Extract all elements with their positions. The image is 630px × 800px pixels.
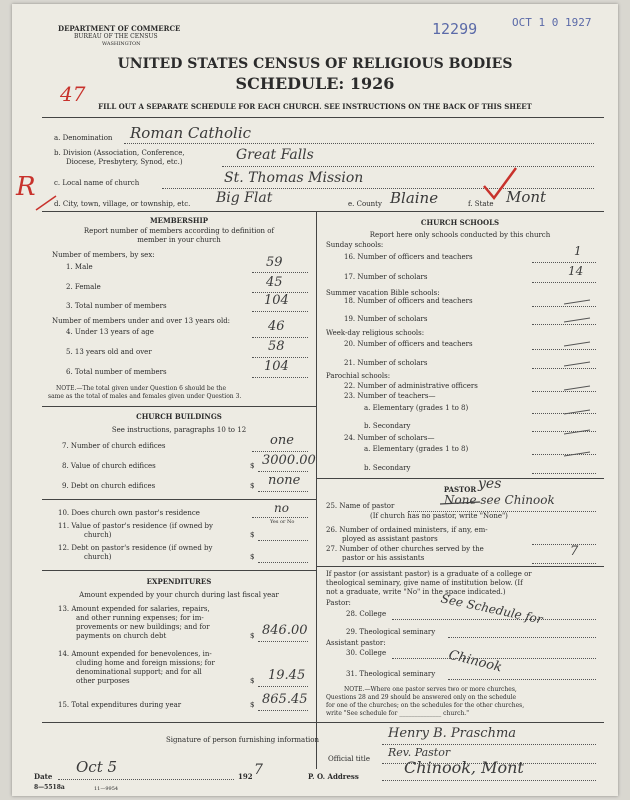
q17-label: 17. Number of scholars <box>344 273 428 281</box>
red-number-mark: 47 <box>60 82 86 106</box>
q15-dollar: $ <box>250 701 255 709</box>
expenditures-heading: EXPENDITURES <box>146 577 212 586</box>
bureau-city: WASHINGTON <box>102 41 141 47</box>
form-number: 8—5518a <box>34 784 65 791</box>
q4-line <box>252 337 308 338</box>
signature-line <box>382 744 596 745</box>
membership-sub-1: Report number of members according to definition of <box>83 227 275 235</box>
q4-under13-value: 46 <box>268 319 285 334</box>
summer-schools: Summer vacation Bible schools: <box>326 289 440 297</box>
stamp-date: OCT 1 0 1927 <box>512 16 592 29</box>
membership-divider <box>42 406 316 407</box>
q13-label-1: 13. Amount expended for salaries, repairs, <box>58 605 210 613</box>
pastor-note-2: Questions 28 and 29 should be answered only on the schedule <box>326 694 517 701</box>
state-label: f. State <box>468 200 494 208</box>
q8-line <box>258 471 308 472</box>
census-schedule-sheet <box>12 4 618 796</box>
q28-line <box>392 619 596 620</box>
q12-label-2: church) <box>84 553 112 561</box>
ident-divider <box>42 211 604 212</box>
q6-line <box>252 377 308 378</box>
q19-label: 19. Number of scholars <box>344 315 428 323</box>
membership-note-1: NOTE.—The total given under Question 6 should be the <box>56 385 227 392</box>
q14-label-3: denominational support; and for all <box>76 668 202 676</box>
po-address-value: Chinook, Mont <box>404 758 524 777</box>
department-name: DEPARTMENT OF COMMERCE <box>58 24 181 33</box>
division-line <box>222 166 594 167</box>
po-address-label: P. O. Address <box>308 772 359 781</box>
q30-value: Chinook <box>446 647 504 676</box>
signature-label: Signature of person furnishing information <box>166 736 320 744</box>
membership-sub-2: member in your church <box>137 236 221 244</box>
print-number: 11—9954 <box>94 786 119 792</box>
q24b-label: b. Secondary <box>364 464 411 472</box>
buildings-divider <box>42 570 316 571</box>
school-dash-marks <box>560 294 596 474</box>
q1-male-label: 1. Male <box>66 263 93 271</box>
q11-label-2: church) <box>84 531 112 539</box>
schools-heading: CHURCH SCHOOLS <box>420 218 500 227</box>
pastor-yes-note: yes <box>478 476 502 492</box>
q5-over13-value: 58 <box>268 339 285 354</box>
local-name-value: St. Thomas Mission <box>224 170 364 186</box>
q23b-label: b. Secondary <box>364 422 411 430</box>
buildings-heading: CHURCH BUILDINGS <box>136 412 222 421</box>
q27-line <box>532 563 596 564</box>
q7-label: 7. Number of church edifices <box>62 442 166 450</box>
q10-yes-no-hint: Yes or No <box>270 519 295 525</box>
city-label: d. City, town, village, or township, etc. <box>54 200 191 208</box>
q12-dollar: $ <box>250 553 255 561</box>
q10-line <box>252 517 308 518</box>
q8-label: 8. Value of church edifices <box>62 462 156 470</box>
q16-line <box>532 262 596 263</box>
q17-line <box>532 282 596 283</box>
q7-line <box>252 451 308 452</box>
q15-value: 865.45 <box>262 692 308 707</box>
q28-value: See Schedule for <box>439 591 544 627</box>
q28-label: 28. College <box>346 610 387 618</box>
strike-none-icon <box>438 498 482 508</box>
q31-line <box>448 679 596 680</box>
q8-dollar: $ <box>250 462 255 470</box>
header-divider <box>42 117 604 118</box>
parochial-schools: Parochial schools: <box>326 372 391 380</box>
q15-label: 15. Total expenditures during year <box>58 701 182 709</box>
buildings-sub: See instructions, paragraphs 10 to 12 <box>111 426 247 434</box>
q25-label: 25. Name of pastor <box>326 502 395 510</box>
q6-total-value: 104 <box>264 359 289 374</box>
schools-divider <box>316 478 604 479</box>
division-value: Great Falls <box>236 147 314 163</box>
graduate-note-3: not a graduate, write "No" in the space indicated.) <box>326 588 506 596</box>
q20-label: 20. Number of officers and teachers <box>344 340 473 348</box>
q14-label-2: cluding home and foreign missions; for <box>76 659 215 667</box>
bureau-name: BUREAU OF THE CENSUS <box>74 33 158 40</box>
local-name-label: c. Local name of church <box>54 179 140 187</box>
q11-label-1: 11. Value of pastor's residence (if owned by <box>58 522 213 530</box>
denomination-label: a. Denomination <box>54 134 113 142</box>
q13-dollar: $ <box>250 632 255 640</box>
denomination-line <box>124 143 594 144</box>
q30-label: 30. College <box>346 649 387 657</box>
q26-label-2: ployed as assistant pastors <box>342 535 438 543</box>
q12-label-1: 12. Debt on pastor's residence (if owned by <box>58 544 213 552</box>
q30-line <box>392 658 596 659</box>
q10-value: no <box>274 501 289 515</box>
q14-label-1: 14. Amount expended for benevolences, in- <box>58 650 212 658</box>
q13-line <box>258 641 308 642</box>
q25-hint: (If church has no pastor, write "None") <box>370 512 508 520</box>
denomination-value: Roman Catholic <box>130 124 252 142</box>
assistant-pastor-label: Assistant pastor: <box>326 639 386 647</box>
q8-value: 3000.00 <box>262 453 316 468</box>
date-value: Oct 5 <box>76 758 118 776</box>
form-schedule: SCHEDULE: 1926 <box>235 74 395 93</box>
q24-label: 24. Number of scholars— <box>344 434 435 442</box>
q14-line <box>258 686 308 687</box>
q24a-label: a. Elementary (grades 1 to 8) <box>364 445 469 453</box>
form-title: UNITED STATES CENSUS OF RELIGIOUS BODIES <box>117 56 513 72</box>
q15-line <box>258 710 308 711</box>
year-value: 7 <box>254 762 263 778</box>
expenditures-sub: Amount expended by your church during last fiscal year <box>79 591 279 599</box>
q13-label-4: payments on church debt <box>76 632 167 640</box>
footer-divider <box>42 722 604 723</box>
q3-total-label: 3. Total number of members <box>66 302 167 310</box>
q9-label: 9. Debt on church edifices <box>62 482 156 490</box>
q26-label-1: 26. Number of ordained ministers, if any, em- <box>326 526 488 534</box>
graduate-note-2: theological seminary, give name of institution below. (If <box>326 579 523 587</box>
q25-value: None see Chinook <box>444 493 555 507</box>
q26-line <box>532 544 596 545</box>
weekday-schools: Week-day religious schools: <box>326 329 425 337</box>
q13-label-3: provements or new buildings; and for <box>76 623 210 631</box>
q2-female-label: 2. Female <box>66 283 101 291</box>
members-by-age: Number of members under and over 13 years old: <box>52 317 231 325</box>
red-slash-icon <box>34 192 58 212</box>
members-by-sex: Number of members, by sex: <box>52 251 155 259</box>
q5-over13-label: 5. 13 years old and over <box>66 348 152 356</box>
date-label: Date <box>34 772 53 781</box>
q3-line <box>252 311 308 312</box>
q14-value: 19.45 <box>268 668 306 683</box>
q31-label: 31. Theological seminary <box>346 670 436 678</box>
q14-label-4: other purposes <box>76 677 130 685</box>
county-label: e. County <box>348 200 382 208</box>
form-instruction: FILL OUT A SEPARATE SCHEDULE FOR EACH CHURCH. SEE INSTRUCTIONS ON THE BACK OF THIS SHEET <box>98 102 532 111</box>
pastor-label: Pastor: <box>326 599 351 607</box>
q5-line <box>252 357 308 358</box>
state-value: Mont <box>506 188 547 206</box>
graduate-note-1: If pastor (or assistant pastor) is a graduate of a college or <box>326 570 532 578</box>
pastor-heading: PASTOR <box>443 485 477 494</box>
q29-line <box>448 637 596 638</box>
official-title-label: Official title <box>328 755 370 763</box>
q9-value: none <box>268 473 301 488</box>
q23a-label: a. Elementary (grades 1 to 8) <box>364 404 469 412</box>
q1-male-value: 59 <box>266 255 283 270</box>
q27-value: 7 <box>570 544 579 559</box>
q13-label-2: and other running expenses; for im- <box>76 614 204 622</box>
q18-label: 18. Number of officers and teachers <box>344 297 473 305</box>
q11-dollar: $ <box>250 531 255 539</box>
q27-label-2: pastor or his assistants <box>342 554 425 562</box>
date-line <box>58 779 234 780</box>
membership-note-2: same as the total of males and females given under Question 3. <box>48 393 242 400</box>
q9-dollar: $ <box>250 482 255 490</box>
q14-dollar: $ <box>250 677 255 685</box>
q9-line <box>258 491 308 492</box>
q16-label: 16. Number of officers and teachers <box>344 253 473 261</box>
city-value: Big Flat <box>216 190 273 206</box>
q2-female-value: 45 <box>266 275 283 290</box>
q1-line <box>252 272 308 273</box>
q6-total-label: 6. Total number of members <box>66 368 167 376</box>
division-label-1: b. Division (Association, Conference, <box>54 149 185 157</box>
q7-value: one <box>270 433 294 448</box>
q11-line <box>258 540 308 541</box>
official-title-value: Rev. Pastor <box>388 746 451 759</box>
stamp-number: 12299 <box>432 20 478 38</box>
membership-heading: MEMBERSHIP <box>149 216 209 225</box>
sunday-schools: Sunday schools: <box>326 241 384 249</box>
county-value: Blaine <box>390 189 439 207</box>
q21-label: 21. Number of scholars <box>344 359 428 367</box>
q12-line <box>258 562 308 563</box>
schools-sub: Report here only schools conducted by this church <box>369 231 551 239</box>
red-r-mark: R <box>16 172 36 202</box>
q4-under13-label: 4. Under 13 years of age <box>66 328 154 336</box>
q13-value: 846.00 <box>262 623 308 638</box>
q29-label: 29. Theological seminary <box>346 628 436 636</box>
division-label-2: Diocese, Presbytery, Synod, etc.) <box>66 158 183 166</box>
pastor-note-4: write "See schedule for ______________ church." <box>326 710 469 717</box>
q27-label-1: 27. Number of other churches served by the <box>326 545 484 553</box>
pastor-note-1: NOTE.—Where one pastor serves two or more churches, <box>344 686 517 693</box>
buildings-mid-divider <box>42 499 316 500</box>
po-address-line <box>382 780 596 781</box>
pastor-note-3: for one of the churches; on the schedules for the other churches, <box>326 702 525 709</box>
red-check-icon <box>480 164 520 204</box>
q22-label: 22. Number of administrative officers <box>344 382 478 390</box>
q10-label: 10. Does church own pastor's residence <box>58 509 200 517</box>
signature-value: Henry B. Praschma <box>388 726 517 741</box>
q23-label: 23. Number of teachers— <box>344 392 436 400</box>
q16-value: 1 <box>574 244 582 258</box>
year-prefix: 192 <box>238 772 253 781</box>
pastor-divider <box>316 566 604 567</box>
q17-value: 14 <box>568 264 584 278</box>
q3-total-value: 104 <box>264 293 289 308</box>
